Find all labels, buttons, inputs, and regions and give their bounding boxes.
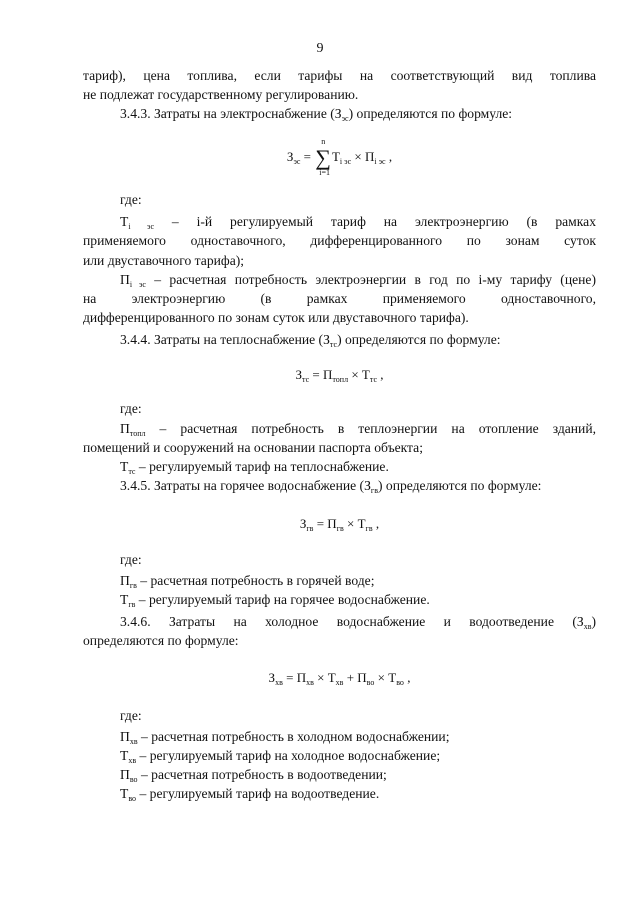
formula-subscript: i эс	[339, 157, 352, 167]
symbol: П	[120, 767, 130, 783]
formula-symbol: Т	[388, 669, 397, 685]
formula-symbol: Т	[357, 515, 366, 531]
formula-operator: =	[313, 515, 328, 531]
subscript: во	[129, 775, 138, 785]
definition-line: применяемого одноставочного, дифференцированного по зонам суток	[83, 233, 596, 249]
definition-line	[83, 590, 596, 609]
definition-line	[83, 212, 596, 231]
formula-subscript: гв	[336, 523, 344, 533]
symbol: Т	[120, 591, 129, 607]
definition-line: на электроэнергию (в рамках применяемого одноставочного,	[83, 290, 596, 306]
subscript: эс	[341, 114, 349, 124]
subscript: во	[128, 794, 137, 804]
formula-cold-water	[83, 666, 596, 690]
symbol: Т	[120, 214, 129, 230]
symbol: З	[364, 478, 371, 494]
formula-subscript: i эс	[374, 157, 386, 167]
heading-text: 3.4.3. Затраты на электроснабжение (	[120, 106, 335, 122]
formula-subscript: эс	[293, 157, 301, 167]
subscript: хв	[583, 621, 592, 631]
formula-operator: ,	[385, 149, 393, 165]
where-label: где:	[120, 551, 142, 567]
formula-operator: =	[300, 149, 315, 165]
formula-subscript: топл	[332, 375, 349, 385]
paragraph-line: тариф), цена топлива, если тарифы на соответствующий вид топлива	[83, 68, 596, 83]
formula-operator: ,	[377, 367, 384, 383]
subscript: тс	[329, 339, 338, 349]
subscript: топл	[129, 429, 146, 439]
formula-symbol: Т	[361, 367, 370, 383]
subscript: хв	[129, 737, 138, 747]
definition-text: – расчетная потребность в теплоэнергии на отопление зданий,	[145, 421, 596, 437]
formula-hot-water	[83, 512, 596, 536]
heading-text: )	[591, 613, 596, 629]
formula-operator: ×	[343, 515, 358, 531]
definition-text: – расчетная потребность в горячей воде;	[136, 572, 375, 588]
where-label: где:	[120, 401, 142, 417]
formula-operator: ×	[313, 669, 328, 685]
definition-line: или двуставочного тарифа);	[83, 252, 245, 268]
subscript: гв	[128, 599, 136, 609]
formula-subscript: хв	[335, 677, 344, 687]
heading-text: 3.4.5. Затраты на горячее водоснабжение (	[120, 478, 365, 494]
subscript: гв	[129, 580, 137, 590]
definition-text: – расчетная потребность в холодном водоснабжении;	[137, 729, 450, 745]
section-heading-3-4-6	[83, 612, 596, 631]
definition-line: дифференцированного по зонам суток или двуставочного тарифа).	[83, 309, 469, 325]
symbol: П	[120, 729, 130, 745]
definition-text: – регулируемый тариф на холодное водоснабжение;	[136, 748, 441, 764]
where-label: где:	[120, 192, 142, 208]
definition-text: – регулируемый тариф на водоотведение.	[136, 786, 380, 802]
symbol: З	[334, 106, 342, 122]
sum-lower-limit: i=1	[319, 168, 330, 178]
formula-symbol: З	[299, 515, 307, 531]
heading-text: ) определяются по формуле:	[377, 478, 542, 494]
subscript: гв	[370, 486, 378, 496]
section-heading-3-4-3	[83, 104, 596, 123]
paragraph-line: не подлежат государственному регулированию.	[83, 87, 359, 103]
definition-line	[83, 270, 596, 289]
definition-line	[83, 571, 596, 590]
formula-operator: ×	[374, 669, 389, 685]
definition-line: помещений и сооружений на основании паспорта объекта;	[83, 440, 423, 456]
formula-operator: =	[282, 669, 297, 685]
symbol: Т	[120, 459, 129, 475]
formula-symbol: З	[295, 367, 302, 383]
formula-subscript: во	[366, 677, 375, 687]
definition-line	[83, 746, 596, 765]
subscript: i эс	[129, 279, 146, 289]
formula-operator: ×	[351, 149, 365, 165]
definition-text: – расчетная потребность электроэнергии в год по i-му тарифу (цене)	[145, 271, 596, 287]
formula-operator: =	[309, 367, 323, 383]
symbol: П	[120, 421, 130, 437]
formula-symbol: П	[327, 515, 337, 531]
definition-text: – расчетная потребность в водоотведении;	[137, 767, 387, 783]
formula-electricity	[83, 137, 596, 178]
formula-symbol: П	[357, 669, 367, 685]
subscript: i эс	[128, 222, 155, 232]
formula-subscript: гв	[365, 523, 373, 533]
heading-text: ) определяются по формуле:	[337, 331, 501, 347]
definition-text: – i-й регулируемый тариф на электроэнергию (в рамках	[154, 214, 596, 230]
formula-subscript: гв	[306, 523, 314, 533]
symbol: Т	[120, 786, 129, 802]
formula-symbol: Т	[327, 669, 336, 685]
formula-symbol: П	[323, 367, 333, 383]
formula-symbol: П	[364, 149, 375, 165]
formula-subscript: во	[396, 677, 404, 687]
symbol: Т	[120, 748, 129, 764]
heading-text: 3.4.6. Затраты на холодное водоснабжение и водоотведение (	[120, 613, 577, 629]
where-label: где:	[120, 707, 142, 723]
formula-heating	[83, 363, 596, 387]
definition-line	[83, 457, 596, 476]
definition-line	[83, 419, 596, 438]
definition-line	[83, 784, 596, 803]
sum-sign: ∑ n i=1	[315, 137, 331, 178]
formula-symbol: З	[286, 149, 294, 165]
subscript: хв	[128, 756, 137, 766]
formula-subscript: тс	[302, 375, 310, 385]
formula-subscript: тс	[369, 375, 378, 385]
section-heading-3-4-5	[83, 476, 596, 495]
definition-text: – регулируемый тариф на горячее водоснабжение.	[135, 591, 430, 607]
formula-subscript: хв	[306, 677, 314, 687]
formula-operator: ,	[403, 669, 411, 685]
definition-text: – регулируемый тариф на теплоснабжение.	[135, 459, 389, 475]
symbol: З	[576, 613, 584, 629]
heading-text: 3.4.4. Затраты на теплоснабжение (З	[120, 331, 330, 347]
subscript: тс	[128, 467, 136, 477]
symbol: П	[120, 271, 130, 287]
document-body	[83, 66, 596, 803]
definition-line	[83, 727, 596, 746]
formula-symbol: З	[268, 669, 276, 685]
sum-upper-limit: n	[321, 137, 326, 147]
formula-subscript: хв	[275, 677, 283, 687]
paragraph-line: определяются по формуле:	[83, 632, 239, 648]
symbol: П	[120, 572, 130, 588]
formula-symbol: Т	[331, 149, 340, 165]
formula-symbol: П	[296, 669, 307, 685]
heading-text: ) определяются по формуле:	[348, 106, 513, 122]
definition-line	[83, 765, 596, 784]
formula-operator: +	[343, 669, 358, 685]
page-number: 9	[316, 41, 324, 56]
section-heading-3-4-4	[83, 330, 596, 349]
formula-operator: ×	[348, 367, 362, 383]
formula-operator: ,	[372, 515, 380, 531]
